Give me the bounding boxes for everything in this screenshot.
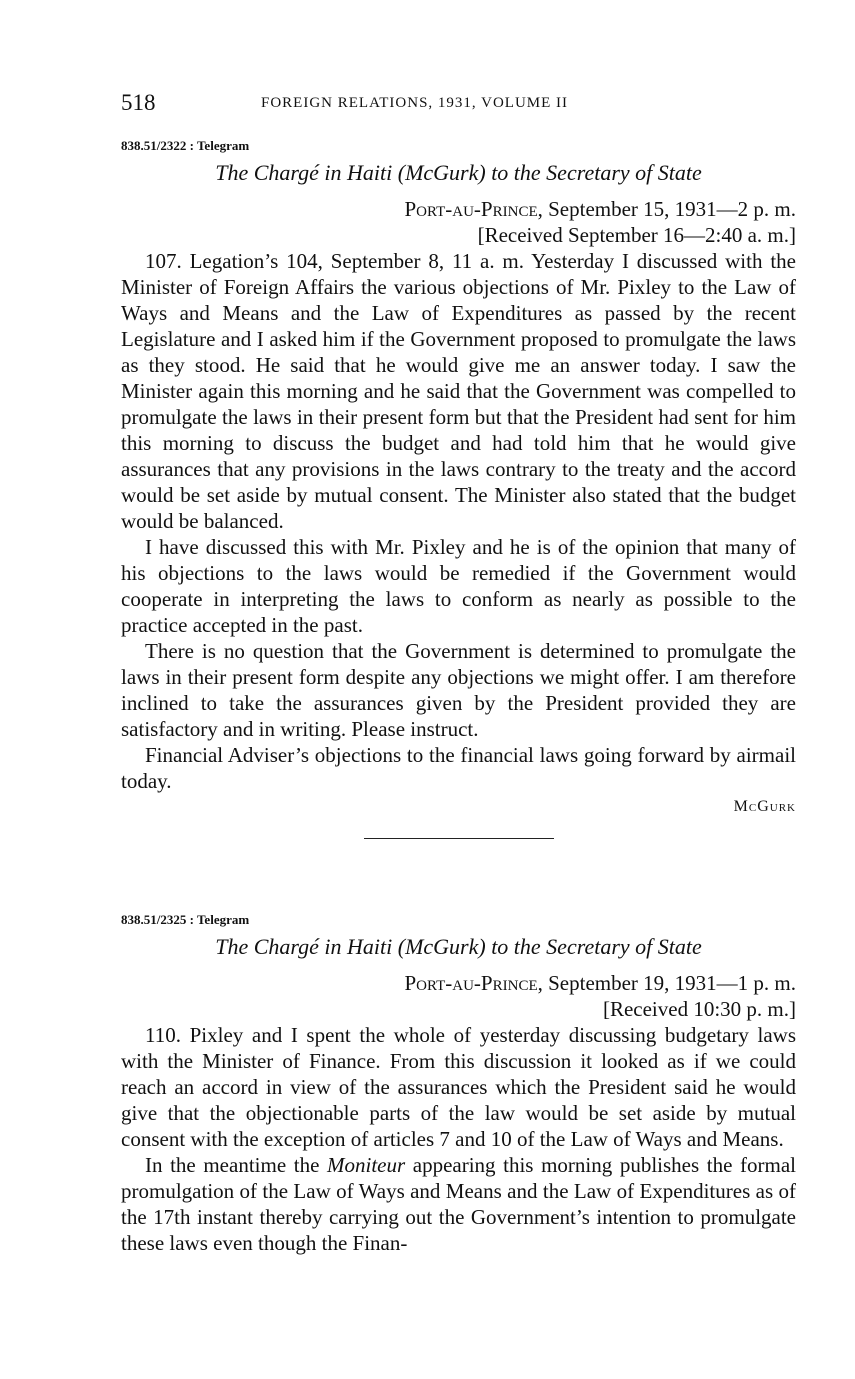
newspaper-title: Moniteur (327, 1153, 406, 1177)
paragraph-text: In the meantime the (145, 1153, 327, 1177)
paragraph: Financial Adviser’s objections to the financial laws going forward by airmail today. (121, 743, 796, 793)
file-reference: 838.51/2322 : Telegram (121, 138, 250, 153)
section-divider (364, 838, 554, 839)
paragraph: There is no question that the Government is determined to promulgate the laws in their present form despite any objections we might offer. I am therefore inclined to take the assurances given by the President provided they are satisfactory and in writing. Please instruct. (121, 639, 796, 741)
telegram-110 (121, 912, 796, 1256)
dateline-time: September 15, 1931—2 p. m. (542, 197, 796, 221)
document-title: The Chargé in Haiti (McGurk) to the Secretary of State (215, 160, 702, 185)
running-head: FOREIGN RELATIONS, 1931, VOLUME II (261, 95, 569, 111)
page-number: 518 (121, 90, 156, 115)
paragraph (121, 1152, 796, 1256)
dateline (121, 196, 796, 222)
paragraph: I have discussed this with Mr. Pixley and he is of the opinion that many of his objections to the laws would be remedied if the Government would cooperate in interpreting the laws to conform as nearly as possible to the practice accepted in the past. (121, 535, 796, 637)
dateline (121, 970, 796, 996)
page-header (121, 90, 801, 120)
dateline-place: Port-au-Prince, (404, 197, 543, 221)
paragraph: 107. Legation’s 104, September 8, 11 a. m. Yesterday I discussed with the Minister of Foreign Affairs the various objections of Mr. Pixley to the Law of Ways and Means and the Law of Expenditures as passed by the recent Legislature and I asked him if the Government proposed to promulgate the laws as they stood. He said that he would give me an answer today. I saw the Minister again this morning and he said that the Government was compelled to promulgate the laws in their present form but that the President had sent for him this morning to discuss the budget and had told him that he would give assurances that any provisions in the laws contrary to the treaty and the accord would be set aside by mutual consent. The Minister also stated that the budget would be balanced. (121, 249, 796, 533)
signature: McGurk (733, 798, 796, 815)
paragraph-text: appearing this morning publishes the formal promulgation of the Law of Ways and Means and the Law of Expenditures as of the 17th instant thereby carrying out the Government’s intention to promulgate these laws even though the Finan- (121, 1153, 796, 1255)
document-title: The Chargé in Haiti (McGurk) to the Secretary of State (215, 934, 702, 959)
received-line: [Received 10:30 p. m.] (602, 997, 796, 1021)
paragraph: 110. Pixley and I spent the whole of yesterday discussing budgetary laws with the Minister of Finance. From this discussion it looked as if we could reach an accord in view of the assurances which the President said he would give that the objectionable parts of the law would be set aside by mutual consent with the exception of articles 7 and 10 of the Law of Ways and Means. (121, 1023, 796, 1151)
telegram-107 (121, 138, 796, 857)
dateline-time: September 19, 1931—1 p. m. (542, 971, 796, 995)
received-line: [Received September 16—2:40 a. m.] (477, 223, 796, 247)
file-reference: 838.51/2325 : Telegram (121, 912, 250, 927)
dateline-place: Port-au-Prince, (404, 971, 543, 995)
